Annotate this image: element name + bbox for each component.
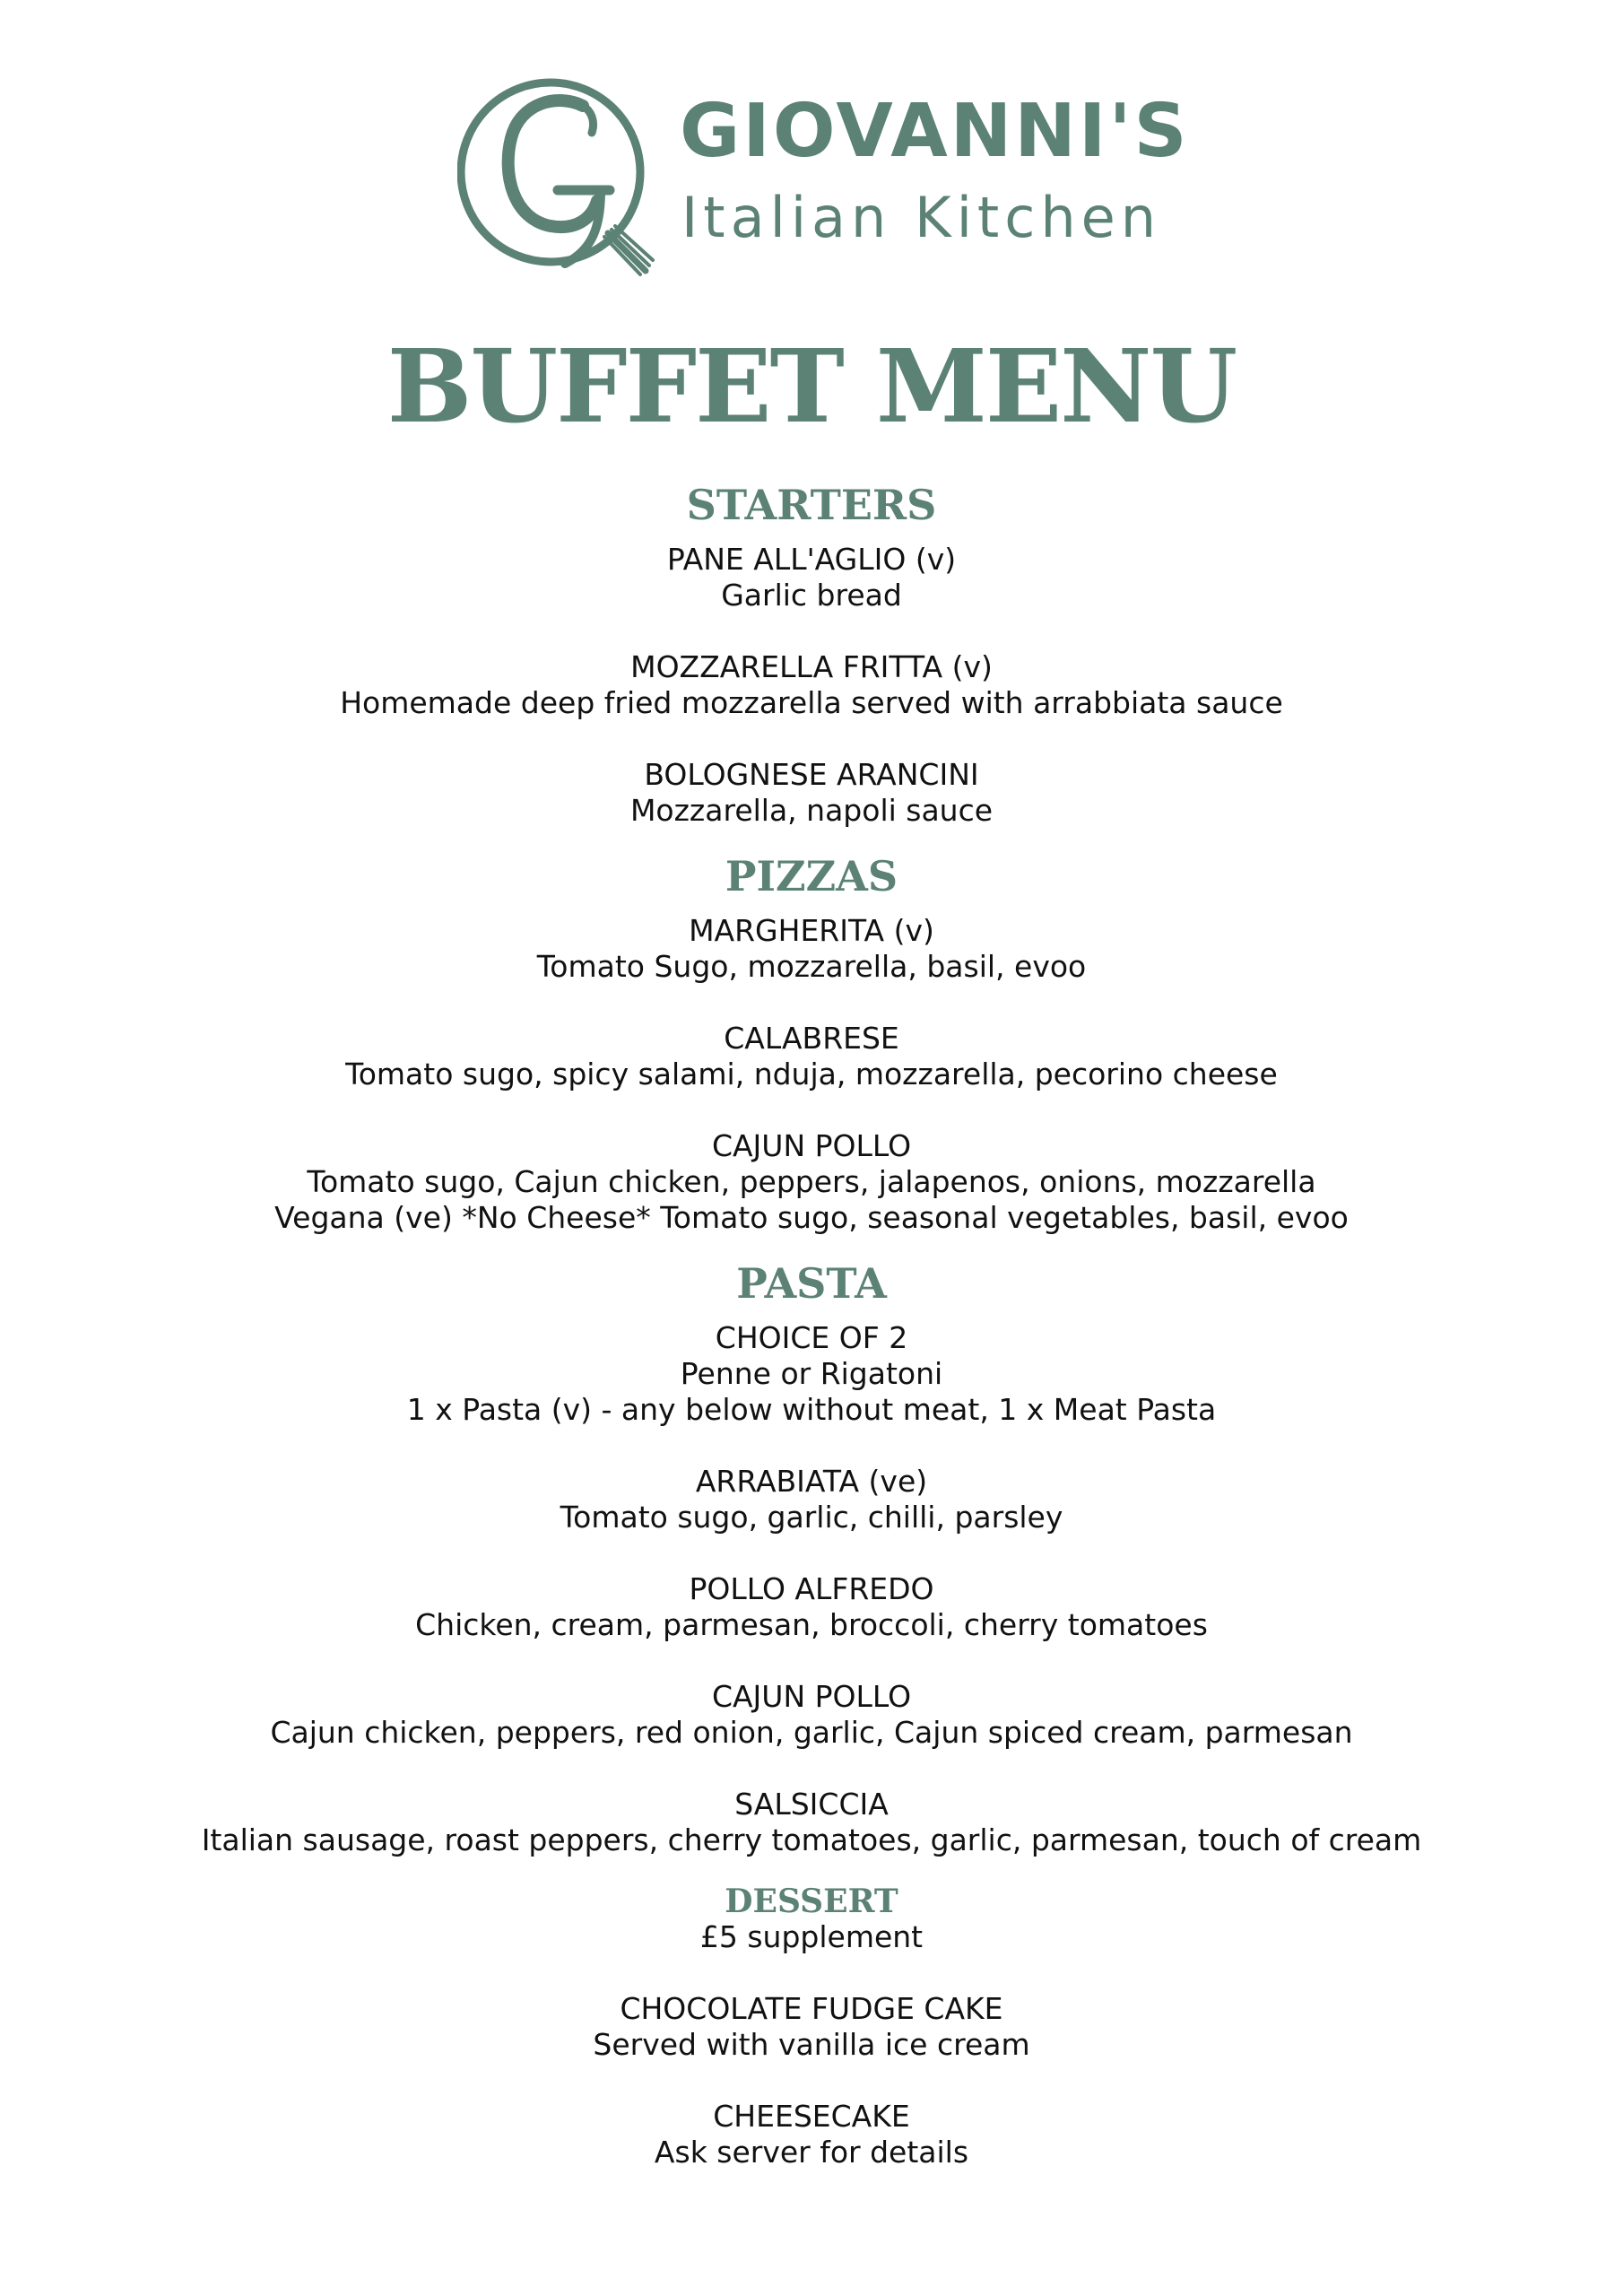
section-dessert bbox=[0, 1885, 1623, 2170]
item-name: CAJUN POLLO bbox=[711, 1679, 912, 1714]
item-description: Homemade deep fried mozzarella served with arrabbiata sauce bbox=[340, 685, 1283, 720]
menu-item bbox=[0, 1464, 1623, 1535]
section-heading-starters: STARTERS bbox=[686, 481, 937, 529]
menu-item bbox=[0, 1679, 1623, 1751]
item-description: Tomato sugo, spicy salami, nduja, mozzarella, pecorino cheese bbox=[345, 1057, 1278, 1091]
menu-content bbox=[0, 481, 1623, 2170]
logo-g-fork-icon bbox=[457, 75, 673, 282]
item-name: MARGHERITA (v) bbox=[689, 913, 934, 948]
item-description: Tomato sugo, garlic, chilli, parsley bbox=[560, 1500, 1063, 1535]
item-description: Tomato Sugo, mozzarella, basil, evoo bbox=[536, 949, 1087, 984]
item-description: Garlic bread bbox=[721, 578, 902, 613]
item-name: POLLO ALFREDO bbox=[689, 1571, 934, 1606]
section-heading-dessert: DESSERT bbox=[725, 1883, 898, 1920]
menu-item bbox=[0, 1128, 1623, 1236]
dessert-supplement-note: £5 supplement bbox=[699, 1919, 924, 1954]
choice-line: 1 x Pasta (v) - any below without meat, 1 x Meat Pasta bbox=[406, 1392, 1217, 1427]
item-name: CALABRESE bbox=[724, 1021, 899, 1056]
menu-item bbox=[0, 2099, 1623, 2170]
item-description: Served with vanilla ice cream bbox=[593, 2027, 1030, 2062]
choice-line: Penne or Rigatoni bbox=[680, 1356, 943, 1391]
menu-item bbox=[0, 649, 1623, 721]
menu-item bbox=[0, 1021, 1623, 1092]
menu-item bbox=[0, 1787, 1623, 1858]
menu-item bbox=[0, 1571, 1623, 1643]
item-name: PANE ALL'AGLIO (v) bbox=[666, 542, 957, 577]
menu-item bbox=[0, 913, 1623, 985]
item-description: Cajun chicken, peppers, red onion, garlic, Cajun spiced cream, parmesan bbox=[270, 1715, 1353, 1750]
item-description: Chicken, cream, parmesan, broccoli, cherry tomatoes bbox=[415, 1607, 1208, 1642]
brand-tagline: Italian Kitchen bbox=[681, 185, 1162, 250]
item-description: Tomato sugo, Cajun chicken, peppers, jalapenos, onions, mozzarella bbox=[307, 1164, 1316, 1199]
brand-name: GIOVANNI'S bbox=[680, 89, 1190, 174]
item-name: SALSICCIA bbox=[734, 1787, 889, 1822]
pasta-choice bbox=[0, 1320, 1623, 1428]
item-name: BOLOGNESE ARANCINI bbox=[644, 757, 979, 792]
item-description: Ask server for details bbox=[654, 2135, 969, 2170]
section-heading-pasta: PASTA bbox=[736, 1259, 887, 1308]
item-name: CHOCOLATE FUDGE CAKE bbox=[620, 1991, 1003, 2026]
item-name: CAJUN POLLO bbox=[711, 1128, 912, 1163]
restaurant-logo bbox=[457, 75, 1193, 282]
section-heading-pizzas: PIZZAS bbox=[725, 852, 898, 900]
choice-title: CHOICE OF 2 bbox=[715, 1320, 908, 1355]
item-description: Mozzarella, napoli sauce bbox=[629, 793, 994, 828]
section-starters bbox=[0, 481, 1623, 829]
item-name: MOZZARELLA FRITTA (v) bbox=[630, 649, 993, 684]
section-pizzas bbox=[0, 852, 1623, 1236]
item-description: Italian sausage, roast peppers, cherry tomatoes, garlic, parmesan, touch of cream bbox=[201, 1822, 1422, 1857]
menu-item bbox=[0, 1991, 1623, 2063]
menu-title: BUFFET MENU bbox=[386, 328, 1237, 446]
item-name: CHEESECAKE bbox=[713, 2099, 910, 2134]
item-extra: Vegana (ve) *No Cheese* Tomato sugo, seasonal vegetables, basil, evoo bbox=[274, 1200, 1349, 1235]
section-pasta bbox=[0, 1259, 1623, 1858]
item-name: ARRABIATA (ve) bbox=[695, 1464, 928, 1499]
menu-item bbox=[0, 757, 1623, 829]
menu-item bbox=[0, 542, 1623, 613]
